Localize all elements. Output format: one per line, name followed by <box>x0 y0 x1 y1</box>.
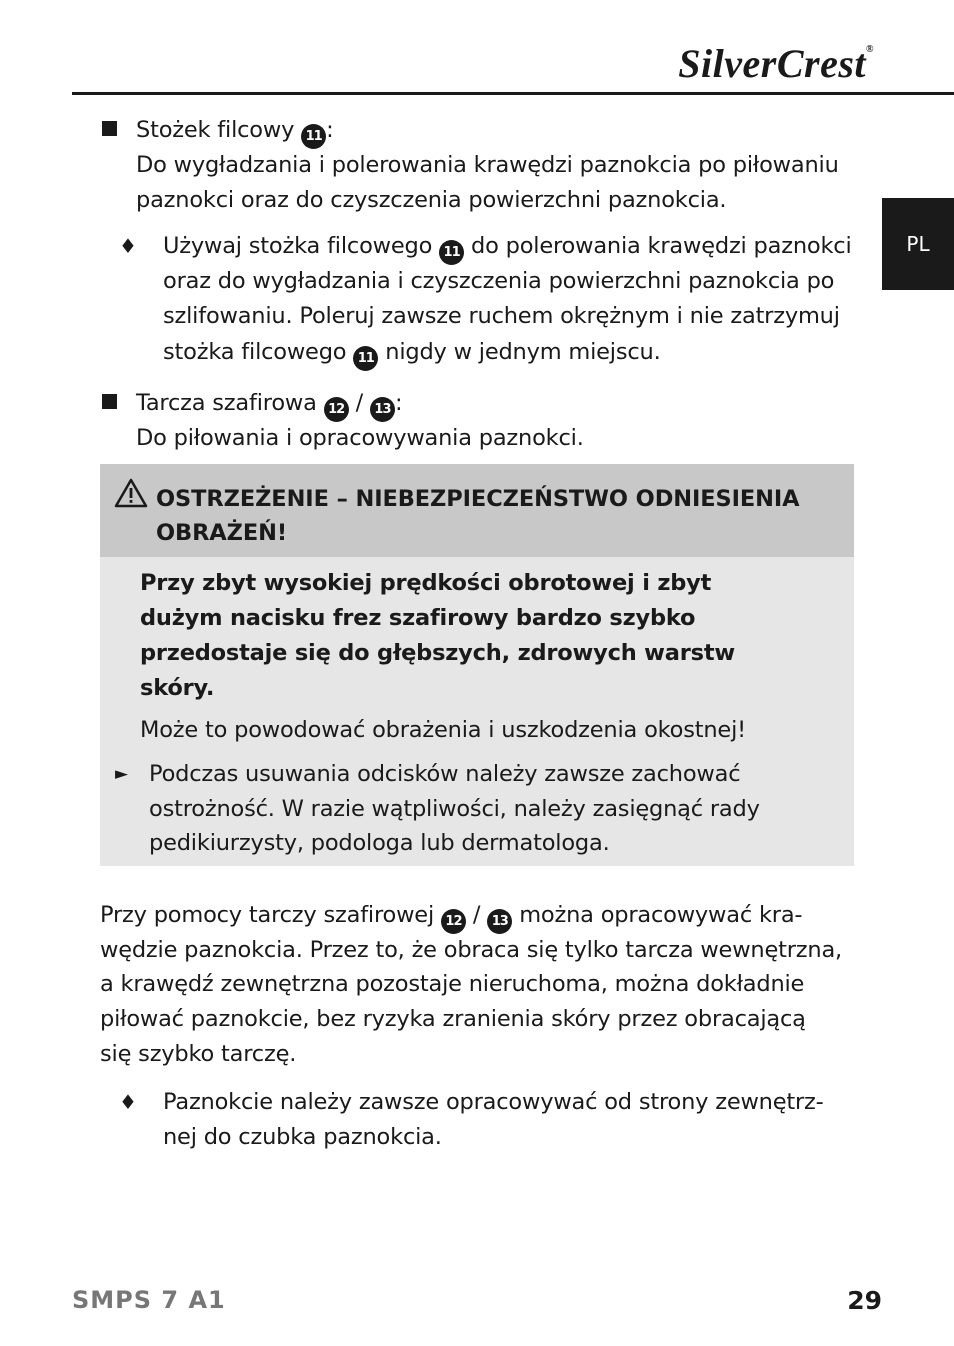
section1-bullet-line4 <box>163 335 661 371</box>
part-number-badge: 11 <box>439 240 464 265</box>
part-number-badge: 13 <box>487 909 512 934</box>
part-number-badge: 12 <box>441 909 466 934</box>
warning-arrow-line3: pedikiurzysty, podologa lub dermatologa. <box>149 830 610 856</box>
section1-bullet-line1 <box>163 229 852 265</box>
arrow-bullet-icon: ► <box>115 764 129 784</box>
section1-title: Stożek filcowy <box>136 117 295 143</box>
paragraph-slash: / <box>472 902 481 928</box>
warning-triangle-icon <box>114 478 148 508</box>
paragraph-line1 <box>100 898 802 934</box>
paragraph-text1b: można opracowywać kra- <box>519 902 803 928</box>
warning-normal-text: Może to powodować obrażenia i uszkodzenia okostnej! <box>140 717 746 743</box>
header-rule <box>72 92 954 95</box>
section1-bullet-line3: szlifowaniu. Poleruj zawsze ruchem okrężnym i nie zatrzymuj <box>163 303 840 329</box>
final-bullet-line1: Paznokcie należy zawsze opracowywać od strony zewnętrz- <box>163 1089 824 1115</box>
warning-bold-line4: skóry. <box>140 675 215 701</box>
section2-title-line <box>136 386 402 422</box>
part-number-badge: 13 <box>370 397 395 422</box>
brand-logo <box>678 40 874 87</box>
paragraph-line3: a krawędź zewnętrzna pozostaje nieruchoma, można dokładnie <box>100 971 805 997</box>
warning-arrow-line2: ostrożność. W razie wątpliwości, należy zasięgnąć rady <box>149 796 760 822</box>
paragraph-line2: wędzie paznokcia. Przez to, że obraca się tylko tarcza wewnętrzna, <box>100 937 842 963</box>
section1-bullet-line2: oraz do wygładzania i czyszczenia powierzchni paznokcia po <box>163 268 835 294</box>
part-number-badge: 12 <box>324 397 349 422</box>
section2-title: Tarcza szafirowa <box>136 390 317 416</box>
section1-desc-line1: Do wygładzania i polerowania krawędzi paznokcia po piłowaniu <box>136 152 839 178</box>
warning-bold-line1: Przy zbyt wysokiej prędkości obrotowej i zbyt <box>140 570 712 596</box>
footer-model-number: SMPS 7 A1 <box>72 1286 226 1314</box>
registered-mark: ® <box>866 44 874 55</box>
warning-bold-line3: przedostaje się do głębszych, zdrowych warstw <box>140 640 735 666</box>
section2-desc: Do piłowania i opracowywania paznokci. <box>136 425 584 451</box>
brand-name: SilverCrest <box>678 41 867 86</box>
language-tab-label: PL <box>906 232 930 256</box>
diamond-bullet-icon: ♦ <box>119 234 137 258</box>
language-tab <box>882 198 954 290</box>
section2-slash: / <box>355 390 363 416</box>
part-number-badge: 11 <box>353 346 378 371</box>
section2-colon: : <box>394 390 403 416</box>
part-number-badge: 11 <box>301 124 326 149</box>
diamond-bullet-icon: ♦ <box>119 1090 137 1114</box>
square-bullet-icon <box>102 121 117 136</box>
paragraph-line4: piłować paznokcie, bez ryzyka zranienia skóry przez obracającą <box>100 1006 806 1032</box>
paragraph-line5: się szybko tarczę. <box>100 1041 297 1067</box>
warning-bold-line2: dużym nacisku frez szafirowy bardzo szybko <box>140 605 696 631</box>
section1-bullet-text2: do polerowania krawędzi paznokci <box>471 233 852 259</box>
warning-arrow-line1: Podczas usuwania odcisków należy zawsze zachować <box>149 761 741 787</box>
footer-page-number: 29 <box>847 1286 882 1315</box>
section1-bullet-text4b: nigdy w jednym miejscu. <box>385 339 661 365</box>
section1-desc-line2: paznokci oraz do czyszczenia powierzchni paznokcia. <box>136 187 727 213</box>
paragraph-text1a: Przy pomocy tarczy szafirowej <box>100 902 434 928</box>
section1-colon: : <box>326 117 334 143</box>
warning-title-line2: OBRAŻEŃ! <box>156 520 287 546</box>
square-bullet-icon <box>102 394 117 409</box>
section1-title-line <box>136 113 334 149</box>
warning-title-line1: OSTRZEŻENIE – NIEBEZPIECZEŃSTWO ODNIESIENIA <box>156 486 800 512</box>
section1-bullet-text1: Używaj stożka filcowego <box>163 233 433 259</box>
final-bullet-line2: nej do czubka paznokcia. <box>163 1124 442 1150</box>
section1-bullet-text4a: stożka filcowego <box>163 339 347 365</box>
warning-title <box>156 482 846 550</box>
